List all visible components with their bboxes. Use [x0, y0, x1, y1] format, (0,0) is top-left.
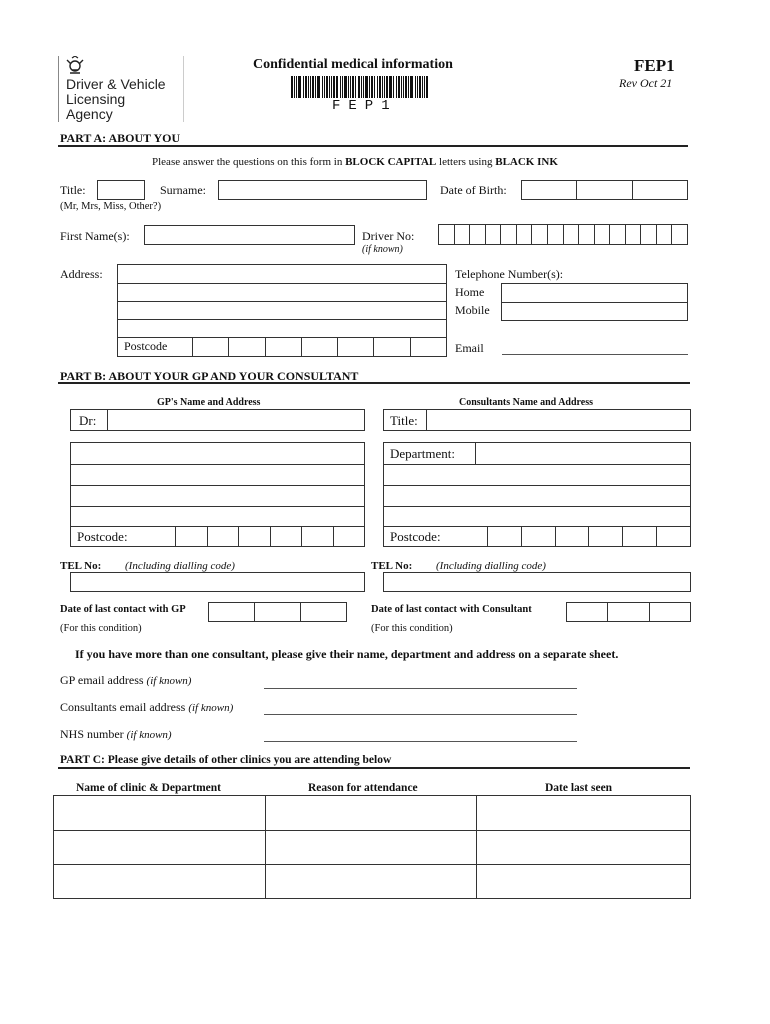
- char-cell[interactable]: [578, 225, 594, 244]
- gp-postcode-input[interactable]: [175, 527, 364, 546]
- barcode-bar: [352, 76, 354, 98]
- barcode-bar: [403, 76, 404, 98]
- char-cell[interactable]: [656, 225, 672, 244]
- reason-col-header: Reason for attendance: [308, 782, 418, 794]
- gp-address-input[interactable]: [70, 442, 365, 547]
- consultant-tel-hint: (Including dialling code): [436, 560, 546, 572]
- nhs-number-label: NHS number (if known): [60, 727, 172, 741]
- consultant-last-contact-input[interactable]: [566, 602, 691, 622]
- barcode-bar: [326, 76, 328, 98]
- part-c-rule: [58, 767, 690, 769]
- barcode-bar: [422, 76, 423, 98]
- part-a-rule: [58, 145, 688, 147]
- table-row: [54, 796, 691, 831]
- mobile-phone-input[interactable]: [502, 302, 687, 320]
- char-cell[interactable]: [469, 225, 485, 244]
- char-cell[interactable]: [301, 527, 333, 546]
- clinic-cell[interactable]: [54, 831, 266, 865]
- barcode-bar: [401, 76, 402, 98]
- table-row: [54, 865, 691, 899]
- char-cell[interactable]: [555, 527, 589, 546]
- barcode-bar: [389, 76, 392, 98]
- first-names-label: First Name(s):: [60, 229, 130, 243]
- date-seen-cell[interactable]: [477, 796, 691, 831]
- email-input[interactable]: [502, 354, 688, 355]
- char-cell[interactable]: [500, 225, 516, 244]
- reason-cell[interactable]: [266, 831, 477, 865]
- phone-inputs[interactable]: [501, 283, 688, 321]
- revision-label: Rev Oct 21: [619, 76, 673, 90]
- char-cell[interactable]: [454, 225, 470, 244]
- mobile-phone-label: Mobile: [455, 303, 490, 317]
- driver-number-input[interactable]: [438, 224, 688, 245]
- driver-no-label: Driver No:: [362, 229, 415, 243]
- barcode-bar: [340, 76, 341, 98]
- logo-line: Driver & Vehicle: [66, 76, 166, 92]
- consultant-heading: Consultants Name and Address: [459, 397, 594, 408]
- clinic-cell[interactable]: [54, 796, 266, 831]
- postcode-label: Postcode: [124, 339, 168, 353]
- barcode-bar: [291, 76, 293, 98]
- barcode-bar: [348, 76, 349, 98]
- char-cell[interactable]: [373, 338, 409, 356]
- barcode-text: FEP1: [332, 98, 398, 114]
- barcode-bar: [393, 76, 394, 98]
- char-cell[interactable]: [439, 225, 454, 244]
- char-cell[interactable]: [516, 225, 532, 244]
- title-label: Title:: [60, 183, 86, 197]
- char-cell[interactable]: [485, 225, 501, 244]
- barcode-bar: [365, 76, 368, 98]
- telephone-label: Telephone Number(s):: [455, 267, 564, 281]
- form-title: Confidential medical information: [253, 57, 453, 72]
- barcode-bar: [296, 76, 297, 98]
- barcode-bar: [342, 76, 343, 98]
- char-cell[interactable]: [656, 527, 690, 546]
- title-hint: (Mr, Mrs, Miss, Other?): [60, 201, 162, 212]
- barcode-bar: [336, 76, 338, 98]
- barcode-bar: [396, 76, 397, 98]
- gp-name-input[interactable]: [70, 409, 365, 431]
- nhs-number-input[interactable]: [264, 741, 577, 742]
- char-cell[interactable]: [563, 225, 579, 244]
- char-cell[interactable]: [270, 527, 302, 546]
- barcode-bar: [298, 76, 301, 98]
- barcode-bar: [305, 76, 307, 98]
- logo-line: Licensing: [66, 91, 126, 107]
- gp-heading: GP's Name and Address: [157, 397, 261, 408]
- barcode-bar: [379, 76, 381, 98]
- dob-input[interactable]: [521, 180, 688, 200]
- barcode-bar: [384, 76, 385, 98]
- gp-tel-input[interactable]: [70, 572, 365, 592]
- date-seen-cell[interactable]: [477, 865, 691, 899]
- consultant-email-label: Consultants email address (if known): [60, 700, 234, 714]
- clinic-col-header: Name of clinic & Department: [76, 782, 221, 794]
- barcode-bar: [415, 76, 416, 98]
- barcode-bar: [308, 76, 309, 98]
- barcode-bar: [324, 76, 325, 98]
- part-a-heading: PART A: ABOUT YOU: [60, 131, 181, 145]
- barcode-bar: [410, 76, 413, 98]
- department-label: Department:: [390, 446, 455, 461]
- char-cell[interactable]: [337, 338, 373, 356]
- consultant-tel-input[interactable]: [383, 572, 691, 592]
- barcode-bar: [426, 76, 428, 98]
- barcode-bar: [310, 76, 311, 98]
- part-a-instruction: Please answer the questions on this form in BLOCK CAPITAL letters using BLACK INK: [152, 156, 558, 168]
- form-code: FEP1: [634, 56, 675, 75]
- address-label: Address:: [60, 267, 103, 281]
- barcode-bar: [424, 76, 425, 98]
- barcode-bar: [405, 76, 407, 98]
- char-cell[interactable]: [265, 338, 301, 356]
- consultant-tel-label: TEL No:: [371, 560, 413, 572]
- char-cell[interactable]: [228, 338, 264, 356]
- gp-email-label: GP email address (if known): [60, 673, 192, 687]
- barcode-bar: [315, 76, 316, 98]
- dr-label: Dr:: [79, 413, 97, 428]
- barcode-bar: [312, 76, 314, 98]
- char-cell[interactable]: [175, 527, 207, 546]
- gp-email-input[interactable]: [264, 688, 577, 689]
- char-cell[interactable]: [521, 527, 555, 546]
- char-cell[interactable]: [671, 225, 687, 244]
- part-c-heading: PART C: Please give details of other clinics you are attending below: [60, 754, 392, 766]
- clinics-table: [53, 795, 691, 899]
- consultant-title-input[interactable]: [383, 409, 691, 431]
- first-names-input[interactable]: [144, 225, 355, 245]
- char-cell[interactable]: [625, 225, 641, 244]
- gp-tel-hint: (Including dialling code): [125, 560, 235, 572]
- char-cell[interactable]: [301, 338, 337, 356]
- date-col-header: Date last seen: [545, 782, 613, 794]
- reason-cell[interactable]: [266, 796, 477, 831]
- char-cell[interactable]: [192, 338, 228, 356]
- barcode-bar: [331, 76, 332, 98]
- consultant-title-label: Title:: [390, 413, 418, 428]
- gp-postcode-label: Postcode:: [77, 529, 128, 544]
- char-cell[interactable]: [547, 225, 563, 244]
- gp-last-contact-input[interactable]: [208, 602, 347, 622]
- char-cell[interactable]: [622, 527, 656, 546]
- barcode-bar: [363, 76, 364, 98]
- char-cell[interactable]: [410, 338, 446, 356]
- barcode-bar: [355, 76, 356, 98]
- part-b-rule: [58, 382, 690, 384]
- date-seen-cell[interactable]: [477, 831, 691, 865]
- barcode-bar: [294, 76, 295, 98]
- email-label: Email: [455, 341, 484, 355]
- char-cell[interactable]: [487, 527, 521, 546]
- consultant-postcode-input[interactable]: [487, 527, 690, 546]
- barcode-bar: [350, 76, 351, 98]
- driver-no-hint: (if known): [362, 244, 403, 255]
- barcode-bar: [361, 76, 362, 98]
- char-cell[interactable]: [588, 527, 622, 546]
- barcode-bar: [322, 76, 323, 98]
- barcode-bar: [333, 76, 335, 98]
- part-b-heading: PART B: ABOUT YOUR GP AND YOUR CONSULTANT: [60, 369, 359, 383]
- gp-last-contact-hint: (For this condition): [60, 623, 142, 634]
- clinic-cell[interactable]: [54, 865, 266, 899]
- dvla-logo: [60, 56, 185, 122]
- surname-label: Surname:: [160, 183, 206, 197]
- dob-label: Date of Birth:: [440, 183, 507, 197]
- barcode-bar: [398, 76, 400, 98]
- char-cell[interactable]: [531, 225, 547, 244]
- home-phone-label: Home: [455, 285, 485, 299]
- barcode-bar: [386, 76, 388, 98]
- barcode-bar: [369, 76, 370, 98]
- gp-last-contact-label: Date of last contact with GP: [60, 604, 186, 615]
- royal-crest-icon: [64, 56, 86, 76]
- title-input[interactable]: [97, 180, 145, 200]
- barcode-bar: [329, 76, 330, 98]
- barcode-bar: [408, 76, 409, 98]
- consultant-postcode-label: Postcode:: [390, 529, 441, 544]
- barcode-bar: [317, 76, 320, 98]
- char-cell[interactable]: [207, 527, 239, 546]
- char-cell[interactable]: [609, 225, 625, 244]
- barcode-bar: [417, 76, 418, 98]
- consultant-last-contact-label: Date of last contact with Consultant: [371, 604, 532, 615]
- barcode-bar: [382, 76, 383, 98]
- home-phone-input[interactable]: [502, 284, 687, 302]
- form-barcode: [291, 76, 439, 98]
- barcode-bar: [374, 76, 375, 98]
- reason-cell[interactable]: [266, 865, 477, 899]
- char-cell[interactable]: [640, 225, 656, 244]
- surname-input[interactable]: [218, 180, 427, 200]
- barcode-bar: [377, 76, 378, 98]
- logo-line: Agency: [66, 106, 113, 122]
- consultant-address-input[interactable]: [383, 442, 691, 547]
- consultant-email-input[interactable]: [264, 714, 577, 715]
- barcode-bar: [358, 76, 360, 98]
- char-cell[interactable]: [333, 527, 365, 546]
- consultant-last-contact-hint: (For this condition): [371, 623, 453, 634]
- char-cell[interactable]: [238, 527, 270, 546]
- table-row: [54, 831, 691, 865]
- char-cell[interactable]: [594, 225, 610, 244]
- barcode-bar: [419, 76, 421, 98]
- address-input[interactable]: [117, 264, 447, 357]
- postcode-input[interactable]: [192, 338, 446, 356]
- multi-consultant-note: If you have more than one consultant, please give their name, department and address on a separate sheet.: [75, 647, 619, 661]
- barcode-bar: [344, 76, 347, 98]
- barcode-bar: [371, 76, 373, 98]
- barcode-bar: [303, 76, 304, 98]
- gp-tel-label: TEL No:: [60, 560, 102, 572]
